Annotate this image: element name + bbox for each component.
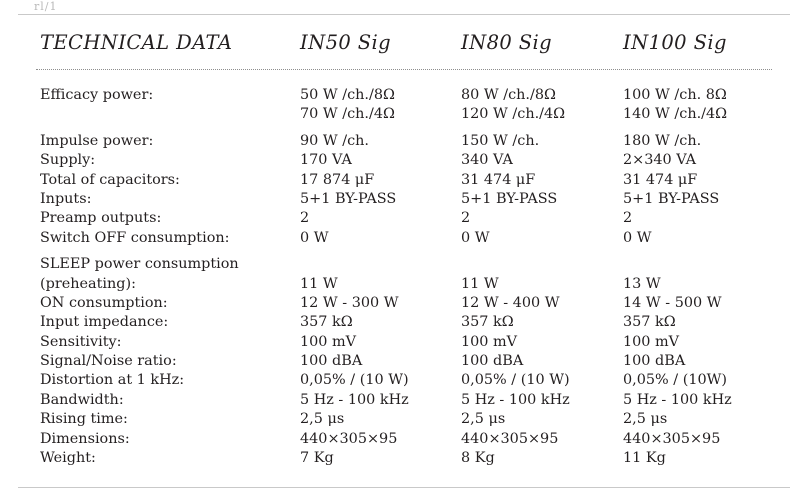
row-value-col2: 357 kΩ	[461, 314, 514, 331]
table-row	[18, 333, 790, 352]
table-row	[18, 209, 790, 228]
row-value-col1: 17 874 μF	[300, 171, 375, 188]
row-value-col1: 0,05% / (10 W)	[300, 372, 409, 389]
row-label: SLEEP power consumption	[40, 256, 239, 273]
row-value-col2: 5+1 BY-PASS	[461, 190, 558, 207]
row-value-col2: 100 mV	[461, 333, 518, 350]
technical-data-table	[18, 14, 790, 488]
row-value-col2: 2,5 μs	[461, 411, 506, 428]
row-value-col3: 100 W /ch. 8Ω	[623, 87, 727, 103]
row-label: Switch OFF consumption:	[40, 229, 230, 246]
row-label: Sensitivity:	[40, 333, 122, 350]
row-label: Input impedance:	[40, 314, 169, 331]
row-value-col3: 100 dBA	[623, 353, 686, 370]
row-value-col2: 0,05% / (10 W)	[461, 372, 570, 389]
row-label: Rising time:	[40, 411, 128, 428]
table-row	[18, 275, 790, 294]
table-row	[18, 132, 790, 151]
row-value-col1: 2,5 μs	[300, 411, 345, 428]
table-row	[18, 171, 790, 190]
table-row	[18, 151, 790, 170]
row-value-col3: 0,05% / (10W)	[623, 372, 728, 389]
table-row	[18, 229, 790, 248]
row-value-col3: 140 W /ch./4Ω	[623, 106, 728, 123]
row-value-col2: 440×305×95	[461, 430, 559, 447]
row-label: Impulse power:	[40, 132, 154, 149]
row-label: Supply:	[40, 152, 96, 169]
table-title: TECHNICAL DATA	[40, 31, 233, 54]
header-divider	[36, 69, 772, 70]
row-value-col3: 180 W /ch.	[623, 132, 702, 149]
row-value-col1: 100 dBA	[300, 353, 363, 370]
row-value-col2: 12 W - 400 W	[461, 294, 560, 311]
row-value-col2: 5 Hz - 100 kHz	[461, 391, 570, 408]
column-header-in80: IN80 Sig	[461, 31, 553, 54]
row-value-col3: 31 474 μF	[623, 171, 698, 188]
table-row	[18, 86, 790, 105]
table-row	[18, 391, 790, 410]
row-value-col1: 50 W /ch./8Ω	[300, 87, 395, 103]
row-label: Bandwidth:	[40, 391, 124, 408]
row-label: Inputs:	[40, 190, 92, 207]
row-value-col1: 5 Hz - 100 kHz	[300, 391, 409, 408]
table-row	[18, 294, 790, 313]
table-row	[18, 371, 790, 390]
row-value-col1: 100 mV	[300, 333, 357, 350]
row-label: Signal/Noise ratio:	[40, 353, 177, 370]
row-value-col1: 0 W	[300, 229, 329, 246]
table-row	[18, 255, 790, 274]
table-row	[18, 105, 790, 124]
row-value-col2: 100 dBA	[461, 353, 524, 370]
row-value-col3: 14 W - 500 W	[623, 294, 722, 311]
row-value-col3: 0 W	[623, 229, 652, 246]
row-label: Dimensions:	[40, 430, 130, 447]
row-value-col3: 13 W	[623, 275, 661, 292]
row-value-col1: 11 W	[300, 275, 338, 292]
table-row	[18, 449, 790, 468]
page-corner-mark: rl/1	[34, 0, 58, 13]
row-value-col2: 8 Kg	[461, 450, 495, 467]
row-value-col3: 11 Kg	[623, 450, 666, 467]
table-row	[18, 190, 790, 209]
row-value-col1: 440×305×95	[300, 430, 398, 447]
row-value-col3: 2,5 μs	[623, 411, 668, 428]
row-value-col3: 440×305×95	[623, 430, 721, 447]
row-value-col1: 357 kΩ	[300, 314, 353, 331]
spec-rows	[18, 79, 790, 468]
column-header-in50: IN50 Sig	[300, 31, 392, 54]
table-row	[18, 410, 790, 429]
row-label: Preamp outputs:	[40, 210, 162, 227]
row-value-col3: 5 Hz - 100 kHz	[623, 391, 732, 408]
row-label: ON consumption:	[40, 294, 168, 311]
row-value-col3: 357 kΩ	[623, 314, 676, 331]
row-label: Total of capacitors:	[40, 171, 180, 188]
row-label: Efficacy power:	[40, 87, 154, 103]
row-value-col1: 70 W /ch./4Ω	[300, 106, 395, 123]
row-value-col3: 5+1 BY-PASS	[623, 190, 720, 207]
row-value-col1: 5+1 BY-PASS	[300, 190, 397, 207]
table-row	[18, 352, 790, 371]
row-value-col1: 90 W /ch.	[300, 132, 370, 149]
row-value-col2: 0 W	[461, 229, 490, 246]
row-value-col1: 12 W - 300 W	[300, 294, 399, 311]
row-value-col3: 100 mV	[623, 333, 680, 350]
column-header-in100: IN100 Sig	[623, 31, 727, 54]
row-value-col2: 340 VA	[461, 152, 513, 169]
row-value-col3: 2×340 VA	[623, 152, 697, 169]
row-value-col2: 80 W /ch./8Ω	[461, 87, 556, 103]
row-value-col2: 11 W	[461, 275, 499, 292]
table-row	[18, 430, 790, 449]
row-value-col1: 7 Kg	[300, 450, 334, 467]
row-value-col2: 150 W /ch.	[461, 132, 540, 149]
row-value-col2: 31 474 μF	[461, 171, 536, 188]
row-label: (preheating):	[40, 275, 136, 292]
table-row	[18, 313, 790, 332]
row-value-col1: 2	[300, 210, 310, 227]
table-header-row	[18, 31, 790, 67]
row-value-col3: 2	[623, 210, 633, 227]
row-value-col2: 2	[461, 210, 471, 227]
row-label: Weight:	[40, 450, 96, 467]
row-label: Distortion at 1 kHz:	[40, 372, 185, 389]
row-value-col2: 120 W /ch./4Ω	[461, 106, 566, 123]
row-value-col1: 170 VA	[300, 152, 352, 169]
